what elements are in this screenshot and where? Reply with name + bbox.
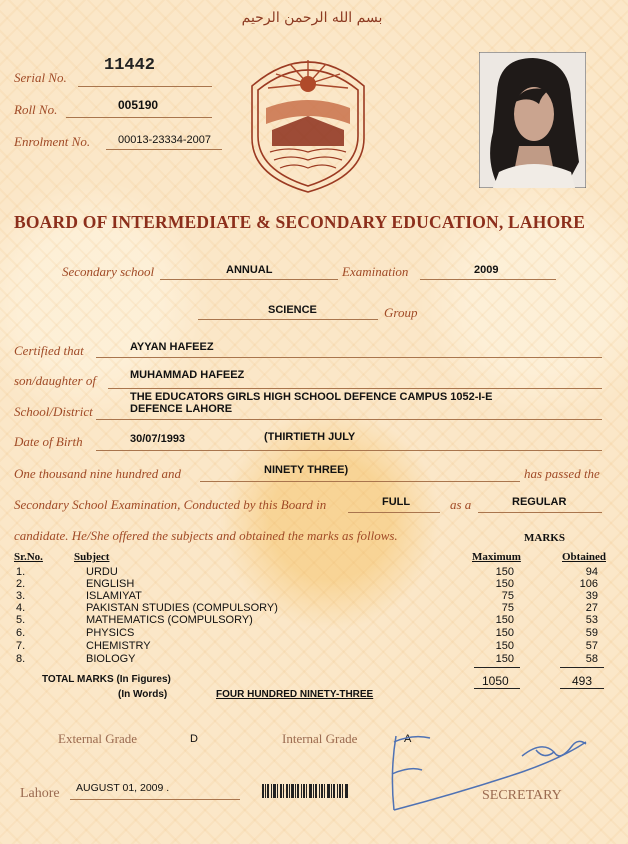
col-obtained: Obtained <box>562 551 607 563</box>
table-row <box>0 578 628 590</box>
total-obtained: 493 <box>572 674 593 688</box>
table-row <box>0 653 628 665</box>
col-maximum: Maximum <box>472 551 521 563</box>
as-label: as a <box>450 497 472 512</box>
row-max: 150 <box>495 566 514 578</box>
total-words: FOUR HUNDRED NINETY-THREE <box>216 689 374 700</box>
words-label: (In Words) <box>118 689 168 700</box>
row-max: 150 <box>495 578 514 590</box>
offered-label: candidate. He/She offered the subjects and obtained the marks as follows. <box>14 528 398 543</box>
external-grade-value: D <box>190 733 198 745</box>
table-row <box>0 614 628 626</box>
table-row <box>0 590 628 602</box>
row-obtained: 57 <box>585 640 598 652</box>
dob-words-1: (THIRTIETH JULY <box>264 431 356 443</box>
row-max: 75 <box>501 590 514 602</box>
total-label: TOTAL MARKS (In Figures) <box>42 674 171 685</box>
col-srno: Sr.No. <box>14 551 43 563</box>
dob-words-2: NINETY THREE) <box>264 464 349 476</box>
row-obtained: 58 <box>585 653 598 665</box>
dob-label: Date of Birth <box>14 434 83 449</box>
exam-group: SCIENCE <box>268 304 317 316</box>
row-obtained: 94 <box>585 566 598 578</box>
group-label: Group <box>384 305 418 320</box>
row-subject: BIOLOGY <box>86 653 136 665</box>
candidate-type: REGULAR <box>512 496 567 508</box>
row-number: 4. <box>16 602 26 614</box>
bismillah: بسم الله الرحمن الرحيم <box>241 10 383 26</box>
table-row <box>0 566 628 578</box>
row-max: 150 <box>495 653 514 665</box>
row-number: 5. <box>16 614 26 626</box>
row-subject: PAKISTAN STUDIES (COMPULSORY) <box>86 602 278 614</box>
row-max: 75 <box>501 602 514 614</box>
total-max: 1050 <box>482 674 509 688</box>
row-subject: MATHEMATICS (COMPULSORY) <box>86 614 253 626</box>
examination-label: Examination <box>342 264 409 279</box>
thousand-label: One thousand nine hundred and <box>14 466 182 481</box>
row-max: 150 <box>495 614 514 626</box>
school-label: School/District <box>14 404 93 419</box>
serial-label: Serial No. <box>14 70 67 85</box>
roll-label: Roll No. <box>14 102 58 117</box>
secretary-label: SECRETARY <box>482 788 562 803</box>
board-title: BOARD OF INTERMEDIATE & SECONDARY EDUCATION, LAHORE <box>14 212 586 232</box>
row-max: 150 <box>495 640 514 652</box>
row-max: 150 <box>495 627 514 639</box>
row-number: 1. <box>16 566 26 578</box>
row-obtained: 39 <box>585 590 598 602</box>
barcode <box>262 784 348 798</box>
row-subject: PHYSICS <box>86 627 135 639</box>
parent-name: MUHAMMAD HAFEEZ <box>130 369 245 381</box>
school-name: THE EDUCATORS GIRLS HIGH SCHOOL DEFENCE CAMPUS 1052-I-E <box>130 391 493 403</box>
passed-label: has passed the <box>524 466 600 481</box>
row-number: 6. <box>16 627 26 639</box>
exam-session: ANNUAL <box>226 264 273 276</box>
row-number: 7. <box>16 640 26 652</box>
roll-number: 005190 <box>118 98 159 112</box>
table-row <box>0 627 628 639</box>
row-obtained: 53 <box>585 614 598 626</box>
enrolment-label: Enrolment No. <box>14 134 91 149</box>
issue-date: AUGUST 01, 2009 . <box>76 782 170 794</box>
candidate-photo <box>479 52 586 188</box>
candidate-name: AYYAN HAFEEZ <box>130 341 214 353</box>
row-subject: ENGLISH <box>86 578 135 590</box>
row-obtained: 59 <box>585 627 598 639</box>
col-subject: Subject <box>74 551 110 563</box>
row-subject: CHEMISTRY <box>86 640 151 652</box>
table-row <box>0 640 628 652</box>
row-obtained: 27 <box>585 602 598 614</box>
serial-number: 11442 <box>104 56 156 75</box>
row-subject: URDU <box>86 566 118 578</box>
row-number: 2. <box>16 578 26 590</box>
certified-label: Certified that <box>14 343 84 358</box>
parent-label: son/daughter of <box>14 373 96 388</box>
secondary-school-label: Secondary school <box>62 264 155 279</box>
row-subject: ISLAMIYAT <box>86 590 142 602</box>
table-row <box>0 602 628 614</box>
internal-grade-label: Internal Grade <box>282 731 358 746</box>
board-emblem-icon <box>244 46 372 196</box>
row-obtained: 106 <box>579 578 598 590</box>
internal-grade-value: A <box>404 733 412 745</box>
exam-year: 2009 <box>474 264 499 276</box>
marks-label: MARKS <box>524 532 565 544</box>
row-number: 8. <box>16 653 26 665</box>
enrolment-number: 00013-23334-2007 <box>118 134 211 146</box>
dob-value: 30/07/1993 <box>130 433 186 445</box>
exam-status: FULL <box>382 496 411 508</box>
row-number: 3. <box>16 590 26 602</box>
school-district: DEFENCE LAHORE <box>130 403 233 415</box>
conducted-label: Secondary School Examination, Conducted by this Board in <box>14 497 327 512</box>
external-grade-label: External Grade <box>58 731 138 746</box>
place-label: Lahore <box>20 786 60 801</box>
